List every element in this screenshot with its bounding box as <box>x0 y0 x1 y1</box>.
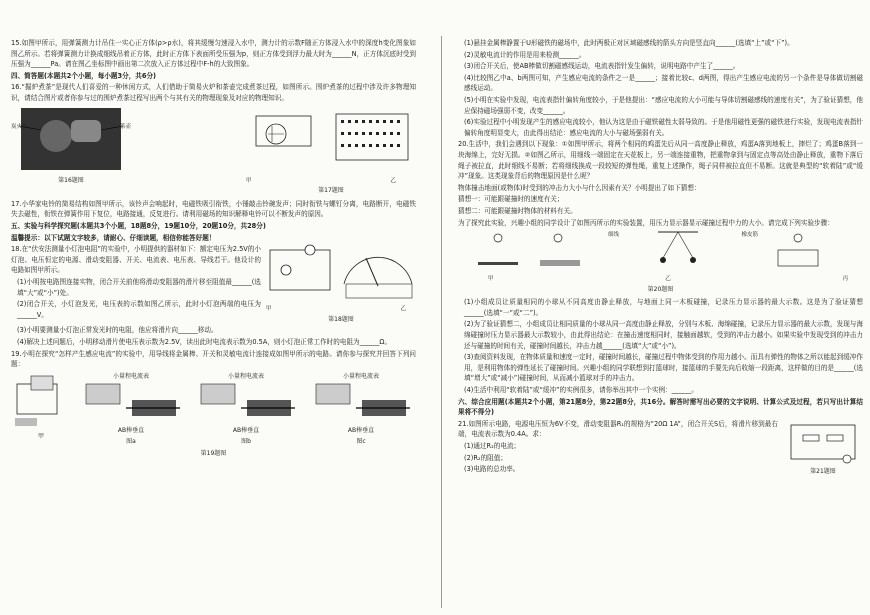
thread-label: 细线 <box>608 232 620 239</box>
question-19-3: (3)闭合开关后，使AB棒做切割磁感线运动，电流表指针发生偏转，说明电路中产生了______。 <box>464 62 740 71</box>
meter-label-b: 小量程电流表 <box>227 372 264 380</box>
question-20-3: (3)查阅资料发现，在物体质量和速度一定时，碰撞时间越长，碰撞过程中物体受到的作用力越小。而具有弹性的物体之所以能起到缓冲作用，是利用物体的弹性延长了碰撞时间。兴趣小组的同学联想到打篮球时，接篮球的手要先向后收缩一段距离，这样做的目的是______(选填“增大”或“减小”)碰撞时间，从而减小篮球对手的冲击力。 <box>464 353 863 383</box>
question-21: 21.如图所示电路，电源电压恒为6V不变，滑动变阻器R₁的规格为“20Ω 1A”，闭合开关S后，将滑片移到最右端，电流表示数为0.4A。求： <box>458 419 778 439</box>
electromagnet-diagram <box>246 106 416 176</box>
figures-16-17 <box>11 106 416 197</box>
guess-intro: 物体撞击地面(或物体)时受到的冲击力大小与什么因素有关？小明提出了如下猜想： <box>458 183 701 192</box>
figure-19-caption: 第19题图 <box>200 450 227 458</box>
question-16: 16.“掘炉煮茶”是现代人们喜爱的一种休闲方式，人们借助于简易火炉和茶壶完成煮茶过程，如图所示。围炉煮茶的过程中涉及许多物理知识，请结合图片或者你参与过的围炉煮茶过程写出两个与其有关的物理现象及对应的物理知识。 <box>11 83 416 102</box>
setup-a <box>76 382 186 426</box>
bar-label-a: AB棒垂直 <box>117 427 145 435</box>
figure-20-label-b: 乙 <box>665 276 671 283</box>
question-18-block <box>11 244 416 325</box>
figure-21 <box>783 419 863 478</box>
figure-20-caption: 第20题图 <box>647 285 674 293</box>
question-19-2: (2)灵敏电流计的作用是用来检测______。 <box>464 50 586 59</box>
figure-18-label-b: 乙 <box>400 306 406 313</box>
figure-19-label-a: 甲 <box>37 432 44 440</box>
guess-1: 猜想一：可能跟碰撞时的速度有关； <box>458 195 564 204</box>
setup-b <box>191 382 301 426</box>
column-divider <box>441 36 442 608</box>
section-5-heading: 五、实验与科学探究题(本题共3个小题，18题8分，19题10分，20题10分，共28分) <box>11 221 266 230</box>
circuit-and-voltmeter <box>266 244 416 304</box>
reminder-note: 温馨提示：以下试题文字较多，请耐心、仔细读题，相信你能答好题！ <box>11 233 216 242</box>
figure-18-label-a: 甲 <box>266 306 272 313</box>
question-20-4: (4)生活中利用“软着陆”或“缓冲”的实例很多，请你举出其中一个实例：______。 <box>464 386 699 395</box>
figure-18 <box>266 244 416 325</box>
question-18-1: (1)小明按电路图连接实物，闭合开关前他将滑动变阻器的滑片移至阻值最______(选填“大”或“小”)处。 <box>17 277 261 297</box>
question-21-block <box>458 419 863 478</box>
section-6-heading: 六、综合应用题(本题共2个小题，第21题8分，第22题8分，共16分。解答时需写出必要的文字说明、计算公式及过程，若只写出计算结果将不得分) <box>458 397 863 417</box>
sub-b: 图b <box>241 437 251 445</box>
question-19-6: (6)实验过程中小明发现产生的感应电流较小，他认为这是由于磁铁磁性太弱导致的。于是他用磁性更强的磁铁进行实验，发现电流表指针偏转角度明显变大，由此得出结论：感应电流的大小与磁场强弱有关。 <box>464 118 863 137</box>
question-18-4: (4)解决上述问题后，小明移动滑片使电压表示数为2.5V，读出此时电流表示数为0.5A，则小灯泡正常工作时的电阻为______Ω。 <box>17 337 392 346</box>
question-20: 20.生活中，我们会遇到以下现象：①如图甲所示，将两个相同的鸡蛋先后从同一高度静止释放，鸡蛋A落到地板上，摔烂了；鸡蛋B落到一块海绵上，完好无损。②如图乙所示，用细线一端固定在天花板上，另一端连接重物，把重物拿到与固定点等高处由静止释放，重物下落后绳子被拉直，此时细线不易断；若将细线换成一段较短的弹性绳，重复上述操作，绳子同样被拉直但不易断。这就是典型的“软着陆”或“缓冲”现象。这类现象背后的物理原因是什么呢？ <box>458 140 863 181</box>
question-19-5: (5)小明在实验中发现，电流表指针偏转角度较小，于是他提出：“感应电流的大小可能与导体切割磁感线的速度有关”，为了验证猜想，他应保持磁场强弱不变，改变______。 <box>464 95 863 115</box>
guess-2: 猜想二：可能跟碰撞时物体的材料有关。 <box>458 206 577 215</box>
question-19-4: (4)比较图乙中a、b两图可知，产生感应电流的条件之一是______；接着比较c、d两图，得出产生感应电流的另一个条件是导体做切割磁感线运动。 <box>464 73 863 93</box>
meter-label-c: 小量程电流表 <box>342 372 379 380</box>
figure-20 <box>458 230 863 295</box>
tea-stove-photo <box>11 106 131 176</box>
bar-label-c: AB棒垂直 <box>347 427 375 435</box>
figure-18-caption: 第18题图 <box>328 315 354 323</box>
question-21-1: (1)通过R₂的电流； <box>464 442 521 450</box>
rubber-band-label: 橡皮筋 <box>741 232 758 239</box>
experiment-method: 为了探究此实验，兴趣小组的同学设计了如图丙所示的实验装置，用压力显示器显示碰撞过程中力的大小。请完成下列实验步骤： <box>458 218 834 227</box>
figure-21-caption: 第21题图 <box>810 467 836 475</box>
figure-16-caption: 第16题图 <box>58 176 84 184</box>
question-19: 19.小明在探究“怎样产生感应电流”的实验中，用导线将金属棒、开关和灵敏电流计连接成如图甲所示的电路。请你参与探究并回答下列问题： <box>11 349 416 369</box>
left-column <box>11 38 416 460</box>
figure-20-label-a: 甲 <box>488 276 494 283</box>
question-15: 15.如图甲所示，用弹簧测力计吊住一实心正方体(ρ>ρ水)，将其缓慢匀速浸入水中，测力计的示数F随正方体浸入水中的深度h变化图象如图乙所示。若将弹簧测力计换成细线吊着正方体，此时正方体下表面所受压强为p，则正方体受到浮力最大时为______N，正方体沉底时受到压强为______Pa。请在图乙坐标图中画出第二次放入正方体过程中F-h的大致图象。 <box>11 39 416 69</box>
sub-c: 图c <box>356 437 366 445</box>
circuit-21 <box>783 419 863 467</box>
setup-c <box>306 382 416 426</box>
question-18: 18.在“伏安法测量小灯泡电阻”的实验中，小明提供的器材如下：额定电压为2.5V的小灯泡、电压恒定的电源、滑动变阻器、开关、电流表、电压表、导线若干。他设计的电路如图甲所示。 <box>11 245 261 275</box>
meter-label-a: 小量程电流表 <box>112 372 149 380</box>
figure-16 <box>11 106 131 187</box>
question-21-3: (3)电路的总功率。 <box>464 465 520 474</box>
figure-17-label-b: 乙 <box>390 177 396 184</box>
figure-17-caption: 第17题图 <box>318 187 344 195</box>
question-18-2: (2)闭合开关，小灯泡发光，电压表的示数如图乙所示，此时小灯泡两端的电压为______V。 <box>17 300 261 319</box>
question-20-1: (1)小组成员让质量相同的小球从不同高度由静止释放，与地面上同一木板碰撞，记录压力显示器的最大示数。这是为了验证猜想______(选填“一”或“二”)。 <box>464 298 863 317</box>
teapot-label: 茶壶 <box>119 123 131 130</box>
question-21-2: (2)R₂的阻值； <box>464 453 507 462</box>
figure-17-label-a: 甲 <box>246 177 252 184</box>
right-column <box>458 38 863 477</box>
figure-17 <box>246 106 416 197</box>
question-20-2: (2)为了验证猜想二，小组成员让相同质量的小球从同一高度由静止释放，分别与木板、海绵碰撞，记录压力显示器的最大示数，发现与海绵碰撞时压力显示器最大示数较小，由此得出结论：在撞击速度相同时，接触面越软，受到的冲击力越小。如果实验中发现受到的冲击力还与碰撞的时间有关，碰撞时间越长，冲击力越______(选填“大”或“小”)。 <box>464 320 863 350</box>
sub-a: 图a <box>126 437 136 445</box>
section-4-heading: 四、简答题(本题共2个小题，每小题3分，共6分) <box>11 71 157 80</box>
question-19-1: (1)悬挂金属棒静置于U形磁铁的磁场中，此时两极正对区域磁感线的箭头方向是竖直向______(选填“上”或“下”)。 <box>464 39 794 47</box>
figure-20-label-c: 丙 <box>842 276 848 283</box>
stove-label: 炭火炉 <box>11 123 28 130</box>
figure-19 <box>11 372 416 448</box>
question-17: 17.小华家电铃的简易结构如图甲所示，该铃声会响起时，电磁铁吸引衔铁，小锤敲击铃碗发声；同时衔铁与螺钉分离，电路断开，电磁铁失去磁性，衔铁在弹簧作用下复位，电路接通，反复进行。请利用磁场的知识解释电铃可以不断发声的原因。 <box>11 199 416 219</box>
question-18-3: (3)小明要测量小灯泡正常发光时的电阻，他应将滑片向______移动。 <box>17 326 218 335</box>
induction-setup <box>11 372 71 432</box>
bar-label-b: AB棒垂直 <box>232 427 260 435</box>
